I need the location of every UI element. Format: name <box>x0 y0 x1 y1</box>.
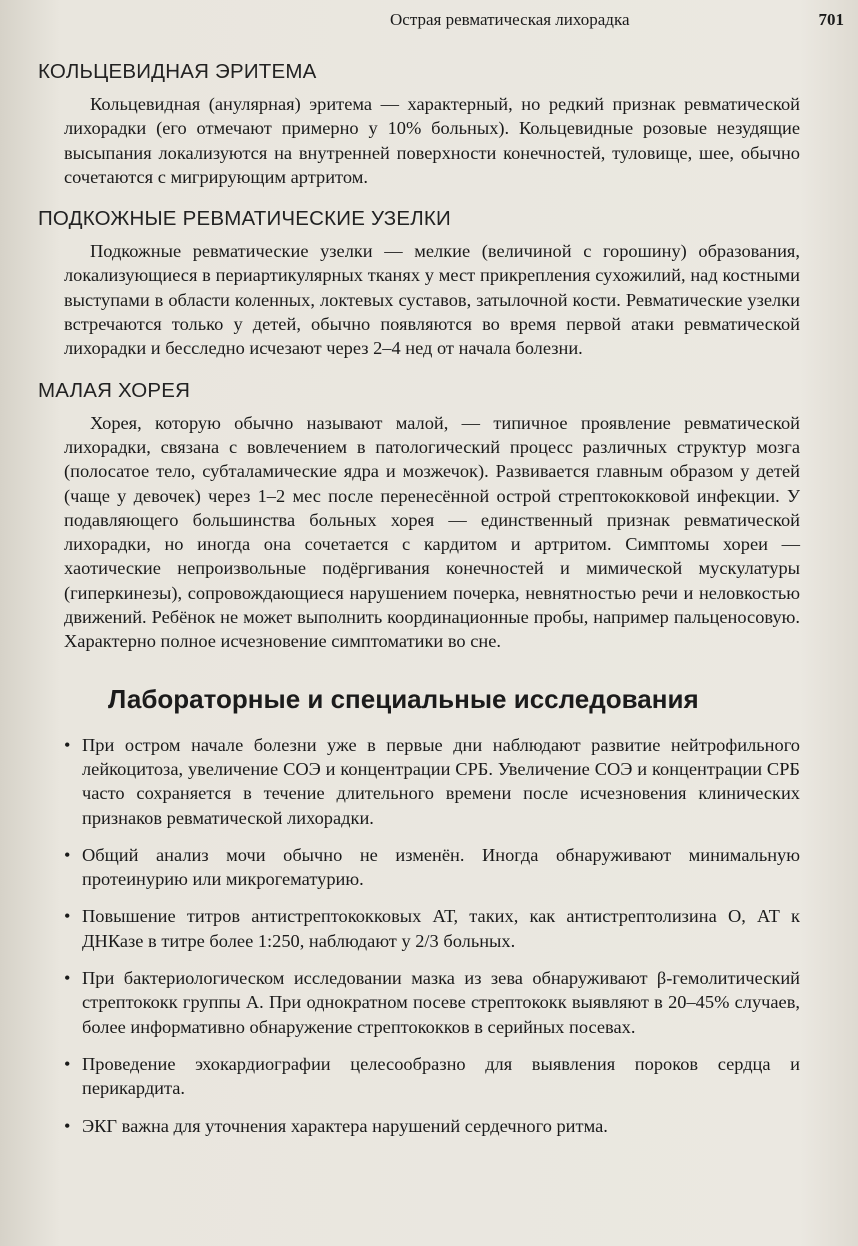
bullet-icon: • <box>64 1053 71 1074</box>
section-heading: ПОДКОЖНЫЕ РЕВМАТИЧЕСКИЕ УЗЕЛКИ <box>38 207 451 231</box>
list-item <box>62 843 800 892</box>
list-item-text: Повышение титров антистрептококковых АТ, таких, как антистрептолизина О, АТ к ДНКазе в титре более 1:250, наблюдают у 2/3 больных. <box>82 906 800 951</box>
bullet-icon: • <box>64 734 71 755</box>
lab-findings-list <box>38 733 800 1138</box>
section-heading: МАЛАЯ ХОРЕЯ <box>38 378 191 402</box>
list-item-text: ЭКГ важна для уточнения характера нарушений сердечного ритма. <box>82 1115 608 1136</box>
section-paragraph: Кольцевидная (анулярная) эритема — характерный, но редкий признак ревматической лихорадки (его отмечают примерно у 10% больных). Кольцевидные розовые незудящие высыпания локализуются на внутренней поверхности конечностей, туловище, шее, обычно сочетаются с мигрирующим артритом. <box>64 94 800 187</box>
section-heading: КОЛЬЦЕВИДНАЯ ЭРИТЕМА <box>38 60 317 83</box>
bullet-icon: • <box>64 906 71 927</box>
section-erythema <box>38 60 800 189</box>
bullet-icon: • <box>64 968 71 989</box>
running-head <box>0 10 858 34</box>
page-number: 701 <box>818 10 844 29</box>
list-item-text: При бактериологическом исследовании мазка из зева обнаруживают β-гемолитический стрептококк группы А. При однократном посеве стрептококк выявляют в 20–45% случаев, более информативно обнаружение стрептококков в серийных посевах. <box>82 968 800 1037</box>
page-content <box>38 60 800 1151</box>
list-item <box>62 1114 800 1138</box>
running-head-title: Острая ревматическая лихорадка <box>390 10 630 29</box>
list-item-text: Общий анализ мочи обычно не изменён. Иногда обнаруживают минимальную протеинурию или микрогематурию. <box>82 844 800 890</box>
bullet-icon: • <box>64 1115 71 1136</box>
section-chorea <box>38 379 800 654</box>
list-item-text: При остром начале болезни уже в первые дни наблюдают развитие нейтрофильного лейкоцитоза, увеличение СОЭ и концентрации СРБ. Увеличение СОЭ и концентрации СРБ часто сохраняется в течение длительного времени после исчезновения клинических признаков ревматической лихорадки. <box>82 734 800 828</box>
chapter-heading: Лабораторные и специальные исследования <box>108 683 699 714</box>
list-item <box>62 1052 800 1101</box>
section-nodules <box>38 207 800 360</box>
bullet-icon: • <box>64 844 71 865</box>
list-item <box>62 966 800 1039</box>
section-paragraph: Хорея, которую обычно называют малой, — типичное проявление ревматической лихорадки, связана с вовлечением в патологический процесс различных структур мозга (полосатое тело, субталамические ядра и мозжечок). Развивается главным образом у детей (чаще у девочек) через 1–2 мес после перенесённой острой стрептококковой инфекции. У подавляющего большинства больных хорея — единственный признак ревматической лихорадки, но иногда она сочетается с кардитом и артритом. Симптомы хореи — хаотические непроизвольные подёргивания конечностей и мимической мускулатуры (гиперкинезы), сопровождающиеся нарушением почерка, невнятностью речи и неловкостью движений. Ребёнок не может выполнить координационные пробы, например пальценосовую. Характерно полное исчезновение симптоматики во сне. <box>64 412 800 652</box>
list-item <box>62 904 800 953</box>
list-item <box>62 733 800 830</box>
section-paragraph: Подкожные ревматические узелки — мелкие (величиной с горошину) образования, локализующиеся в периартикулярных тканях у мест прикрепления сухожилий, над костными выступами в области коленных, локтевых суставов, затылочной кости. Ревматические узелки встречаются только у детей, обычно появляются во время первой атаки ревматической лихорадки и бесследно исчезают через 2–4 нед от начала болезни. <box>64 241 800 359</box>
list-item-text: Проведение эхокардиографии целесообразно для выявления пороков сердца и перикардита. <box>82 1053 800 1099</box>
